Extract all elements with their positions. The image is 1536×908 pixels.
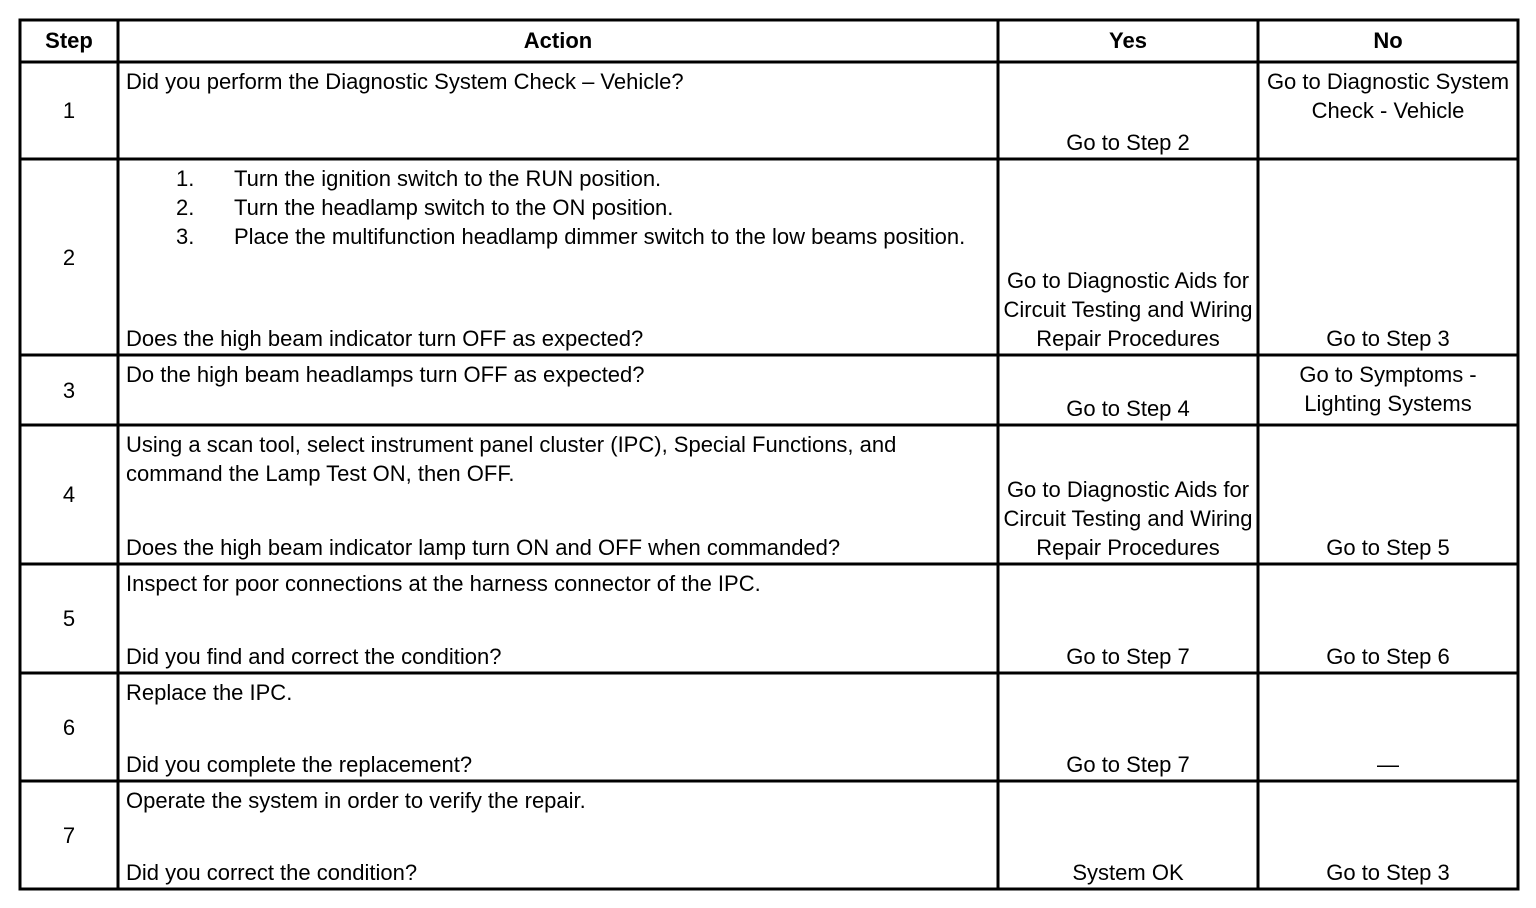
table-row-action bbox=[118, 425, 998, 564]
header-yes: Yes bbox=[1109, 28, 1147, 53]
instruction-list bbox=[126, 164, 990, 251]
action-question: Does the high beam indicator lamp turn ON and OFF when commanded? bbox=[126, 535, 841, 560]
table-row-yes: Go to Diagnostic Aids for Circuit Testing and Wiring Repair Procedures bbox=[1003, 477, 1253, 560]
header-action: Action bbox=[523, 28, 593, 53]
action-text: Did you perform the Diagnostic System Check – Vehicle? bbox=[126, 69, 684, 94]
table-row-yes: Go to Diagnostic Aids for Circuit Testing and Wiring Repair Procedures bbox=[1003, 268, 1253, 351]
list-item: 1. Turn the ignition switch to the RUN position. bbox=[176, 166, 662, 191]
table-row-action bbox=[118, 673, 998, 781]
table-row-no: Go to Step 3 bbox=[1326, 860, 1450, 885]
table-row-no: Go to Symptoms - Lighting Systems bbox=[1299, 362, 1477, 416]
table-row-step-number: 1 bbox=[62, 98, 76, 123]
action-text: Replace the IPC. bbox=[126, 680, 293, 705]
table-row-yes: Go to Step 2 bbox=[1066, 130, 1190, 155]
table-row-no: Go to Step 5 bbox=[1326, 535, 1450, 560]
action-text: Using a scan tool, select instrument panel cluster (IPC), Special Functions, and command the Lamp Test ON, then OFF. bbox=[126, 432, 897, 486]
action-question: Did you find and correct the condition? bbox=[126, 644, 502, 669]
header-no: No bbox=[1373, 28, 1403, 53]
table-row-yes: Go to Step 7 bbox=[1066, 752, 1190, 777]
table-row-action bbox=[118, 355, 998, 425]
action-text: Inspect for poor connections at the harness connector of the IPC. bbox=[126, 571, 761, 596]
table-row-action bbox=[118, 781, 998, 889]
table-row-yes: System OK bbox=[1072, 860, 1184, 885]
table-row-no: Go to Step 6 bbox=[1326, 644, 1450, 669]
table-row-step-number: 7 bbox=[62, 822, 76, 848]
table-row-step-number: 3 bbox=[62, 377, 76, 403]
table-row-step-number: 4 bbox=[62, 482, 76, 507]
table-row-step-number: 5 bbox=[62, 606, 76, 631]
table-row-action bbox=[118, 564, 998, 673]
action-question: Did you correct the condition? bbox=[126, 860, 418, 885]
table-row-yes: Go to Step 7 bbox=[1066, 644, 1190, 669]
table-row-no: — bbox=[1377, 752, 1399, 777]
table-row-no: Go to Diagnostic System Check - Vehicle bbox=[1266, 69, 1510, 123]
table-row-action bbox=[118, 159, 998, 355]
action-question: Does the high beam indicator turn OFF as expected? bbox=[126, 326, 644, 351]
table-row-yes: Go to Step 4 bbox=[1066, 396, 1190, 421]
list-item: 3. Place the multifunction headlamp dimmer switch to the low beams position. bbox=[176, 224, 966, 249]
list-item: 2. Turn the headlamp switch to the ON position. bbox=[176, 195, 674, 220]
table-row-step-number: 2 bbox=[62, 244, 76, 270]
action-question: Did you complete the replacement? bbox=[126, 752, 473, 777]
action-text: Do the high beam headlamps turn OFF as expected? bbox=[126, 362, 645, 387]
header-step: Step bbox=[45, 28, 93, 53]
table-row-step-number: 6 bbox=[62, 714, 76, 740]
action-text: Operate the system in order to verify the repair. bbox=[126, 788, 586, 813]
table-row-no: Go to Step 3 bbox=[1326, 326, 1450, 351]
table-row-action bbox=[118, 62, 998, 159]
